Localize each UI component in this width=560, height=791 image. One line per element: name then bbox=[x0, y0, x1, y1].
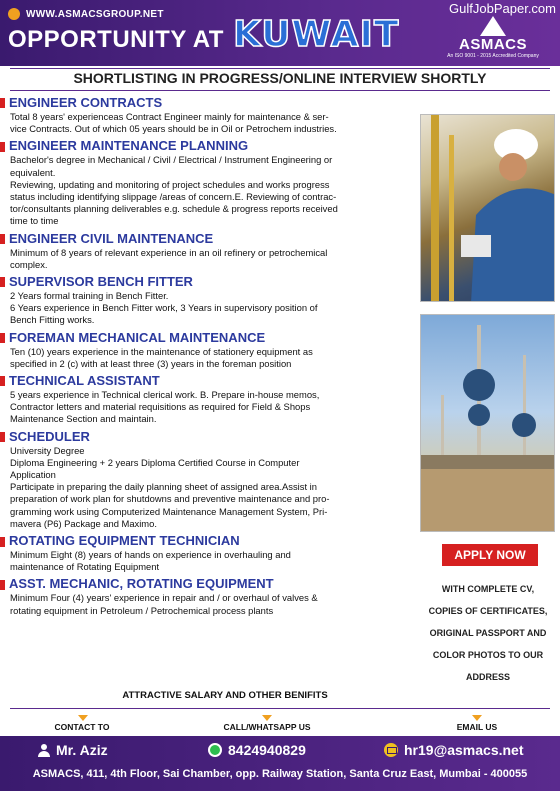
logo-sub: An ISO 9001 - 2015 Accredited Company bbox=[447, 53, 539, 59]
divider bbox=[10, 68, 550, 69]
bullet-icon bbox=[0, 580, 5, 590]
job-item bbox=[0, 139, 412, 227]
email-label: EMAIL US bbox=[456, 722, 498, 732]
job-title: ROTATING EQUIPMENT TECHNICIAN bbox=[9, 533, 240, 549]
pointer-icon bbox=[472, 715, 482, 721]
divider bbox=[10, 90, 550, 91]
salary-note: ATTRACTIVE SALARY AND OTHER BENIFITS bbox=[122, 690, 328, 701]
job-item bbox=[0, 331, 412, 370]
pointer-icon bbox=[262, 715, 272, 721]
contact-phone[interactable] bbox=[208, 742, 306, 758]
job-desc: Bachelor's degree in Mechanical / Civil / Electrical / Instrument Engineering or equivalent. Reviewing, updating and monitoring of project schedules and works progress status including identifying slippage /areas of concern.E. Reviewing of contrac- tor/consultants planning deliverables e.g. schedule & progress reports received time to time bbox=[10, 154, 338, 227]
divider bbox=[10, 708, 550, 709]
email-icon bbox=[384, 743, 398, 757]
job-title: ENGINEER CIVIL MAINTENANCE bbox=[9, 230, 214, 246]
country-heading: KUWAIT bbox=[233, 14, 400, 55]
apply-instructions bbox=[418, 578, 558, 688]
website-text: WWW.ASMACSGROUP.NET bbox=[26, 8, 164, 20]
header-banner bbox=[0, 0, 560, 66]
contact-footer bbox=[0, 736, 560, 791]
email-address[interactable]: hr19@asmacs.net bbox=[404, 742, 524, 758]
apply-line: COLOR PHOTOS TO OUR bbox=[432, 650, 544, 661]
job-item bbox=[0, 275, 412, 327]
job-title: ASST. MECHANIC, ROTATING EQUIPMENT bbox=[9, 576, 274, 592]
contact-name: Mr. Aziz bbox=[56, 742, 108, 758]
pointer-icon bbox=[78, 715, 88, 721]
job-desc: Ten (10) years experience in the maintenance of stationery equipment as specified in 2 (c) with at least three (3) years in the foreman position bbox=[10, 345, 313, 369]
logo-mark-icon bbox=[480, 16, 506, 36]
job-desc: Total 8 years' experienceas Contract Engineer mainly for maintenance & ser- vice Contracts. Out of which 05 years should be in Oil or Petrochem industries. bbox=[10, 110, 337, 135]
bullet-icon bbox=[0, 333, 5, 343]
job-list bbox=[0, 96, 412, 621]
apply-now-button[interactable]: APPLY NOW bbox=[442, 544, 538, 566]
job-item bbox=[0, 232, 412, 271]
job-desc: University Degree Diploma Engineering + 2 years Diploma Certified Course in Computer Application Participate in preparing the daily planning sheet of assigned area.Assist in preparation of work plan for shutdowns and preventive maintenance and pro- gramming work using Computerized Maintenance Management System, Pri- mavera (P6) Package and Maximo. bbox=[10, 444, 330, 529]
bullet-icon bbox=[0, 234, 5, 244]
engineer-photo bbox=[420, 114, 555, 302]
bullet-icon bbox=[0, 277, 5, 287]
whatsapp-icon bbox=[208, 743, 222, 757]
website[interactable] bbox=[8, 8, 164, 20]
job-title: ENGINEER MAINTENANCE PLANNING bbox=[9, 138, 249, 154]
call-label: CALL/WHATSAPP US bbox=[223, 722, 311, 732]
phone-number[interactable]: 8424940829 bbox=[228, 742, 306, 758]
opportunity-heading: OPPORTUNITY AT bbox=[8, 26, 224, 53]
bullet-icon bbox=[0, 432, 5, 442]
job-desc: 5 years experience in Technical clerical work. B. Prepare in-house memos, Contractor letters and material requisitions as required for Field & Shops Maintenance Section and maintain. bbox=[10, 388, 320, 425]
job-item bbox=[0, 577, 412, 616]
job-title: FOREMAN MECHANICAL MAINTENANCE bbox=[9, 329, 266, 345]
contact-label: CONTACT TO bbox=[54, 722, 110, 732]
job-title: ENGINEER CONTRACTS bbox=[9, 95, 163, 110]
company-logo bbox=[438, 16, 548, 60]
job-item bbox=[0, 534, 412, 573]
job-desc: Minimum Four (4) years' experience in repair and / or overhaul of valves & rotating equipment in Petroleum / Petrochemical process plants bbox=[10, 592, 318, 616]
job-item bbox=[0, 374, 412, 426]
contact-email[interactable] bbox=[384, 742, 524, 758]
bullet-icon bbox=[0, 98, 5, 108]
job-desc: Minimum Eight (8) years of hands on experience in overhauling and maintenance of Rotating Equipment bbox=[10, 548, 291, 573]
company-address: ASMACS, 411, 4th Floor, Sai Chamber, opp. Railway Station, Santa Cruz East, Mumbai - 400055 bbox=[32, 768, 528, 780]
apply-line: ORIGINAL PASSPORT AND bbox=[429, 628, 547, 639]
bullet-icon bbox=[0, 537, 5, 547]
job-item bbox=[0, 430, 412, 530]
bullet-icon bbox=[0, 142, 5, 152]
shortlist-banner: SHORTLISTING IN PROGRESS/ONLINE INTERVIEW SHORTLY bbox=[73, 70, 487, 86]
job-title: SCHEDULER bbox=[9, 428, 90, 444]
job-desc: Minimum of 8 years of relevant experience in an oil refinery or petrochemical complex. bbox=[10, 246, 328, 270]
kuwait-towers-photo bbox=[420, 314, 555, 532]
job-desc: 2 Years formal training in Bench Fitter. 6 Years experience in Bench Fitter work, 3 Years in supervisory position of Bench Fitting works. bbox=[10, 289, 318, 326]
watermark: GulfJobPaper.com bbox=[449, 1, 556, 16]
bullet-icon bbox=[0, 376, 5, 386]
person-icon bbox=[38, 744, 50, 757]
job-item bbox=[0, 96, 412, 135]
apply-line: ADDRESS bbox=[465, 672, 510, 683]
logo-name: ASMACS bbox=[458, 36, 527, 53]
apply-line: WITH COMPLETE CV, bbox=[441, 584, 535, 594]
globe-icon bbox=[8, 8, 20, 20]
job-title: SUPERVISOR BENCH FITTER bbox=[9, 274, 193, 289]
apply-line: COPIES OF CERTIFICATES, bbox=[428, 606, 548, 617]
contact-person bbox=[38, 742, 108, 758]
job-title: TECHNICAL ASSISTANT bbox=[9, 372, 160, 388]
